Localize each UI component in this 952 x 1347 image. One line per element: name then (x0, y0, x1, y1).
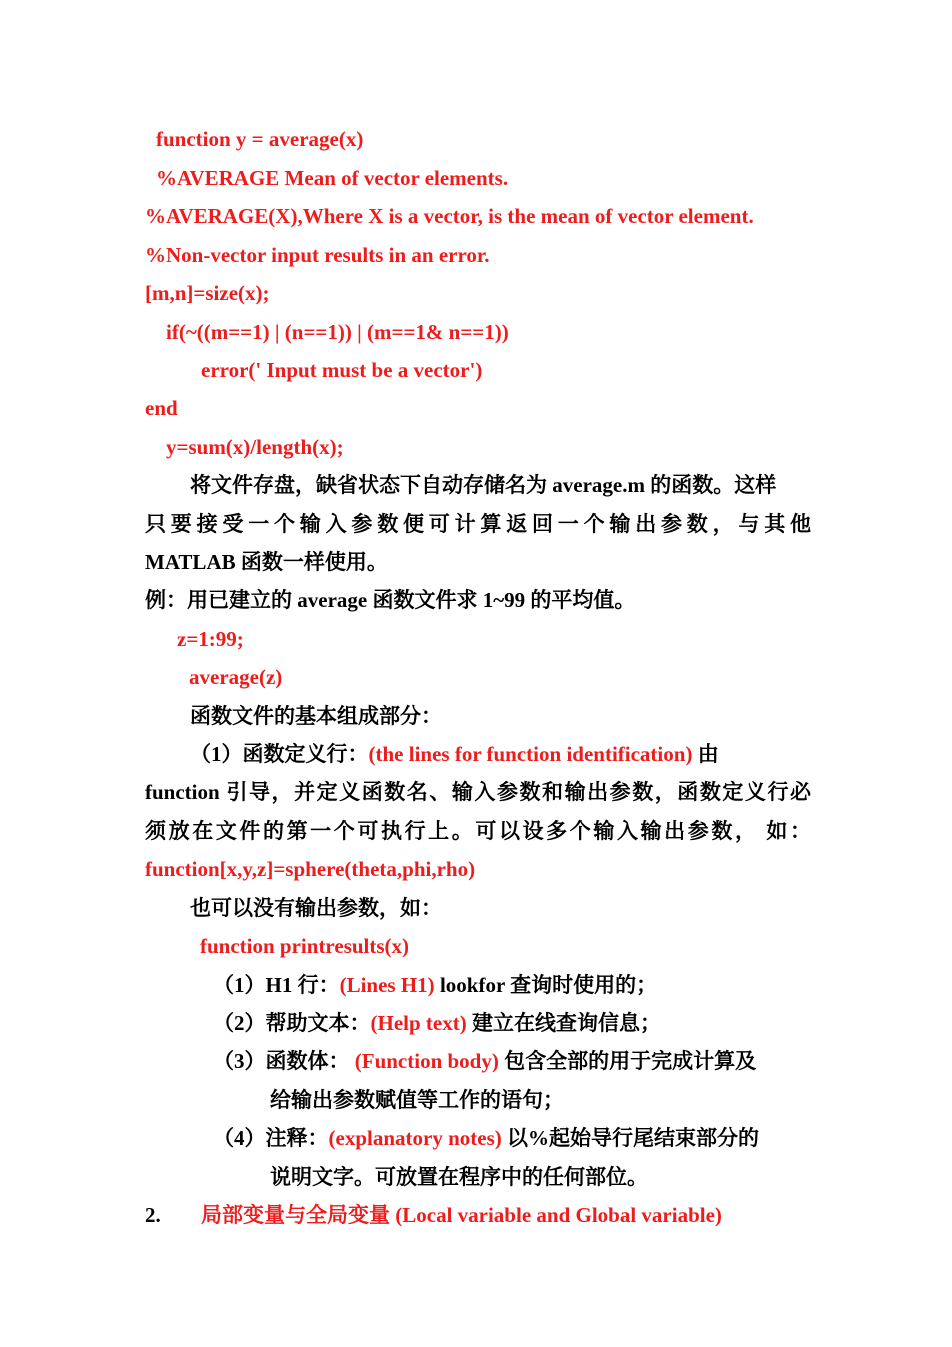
sub-item-1-prefix: （1）H1 行： (213, 973, 340, 997)
example-code-call: average(z) (189, 665, 283, 689)
section-2-number: 2. (145, 1203, 161, 1227)
code-line-comment-3: %Non-vector input results in an error. (145, 243, 490, 267)
section-2-title-cn: 局部变量与全局变量 (201, 1203, 396, 1227)
part-1-line-1 (190, 741, 719, 767)
paragraph-line-1: 将文件存盘，缺省状态下自动存储名为 average.m 的函数。这样 (190, 473, 777, 497)
example-code-z: z=1:99; (177, 627, 244, 651)
part-1-code: function[x,y,z]=sphere(theta,phi,rho) (145, 857, 476, 881)
section-2-title-en: (Local variable and Global variable) (395, 1203, 722, 1227)
code-line-size: [m,n]=size(x); (145, 281, 270, 305)
parts-intro: 函数文件的基本组成部分： (190, 704, 442, 728)
sub-item-3-line-2: 给输出参数赋值等工作的语句； (270, 1088, 564, 1112)
code-line-sum: y=sum(x)/length(x); (166, 435, 344, 459)
code-line-function-def: function y = average(x) (156, 127, 364, 151)
sub-item-1-suffix: lookfor 查询时使用的； (434, 973, 658, 997)
no-output-code: function printresults(x) (200, 934, 410, 958)
part-1-line-3: 须放在文件的第一个可执行上。可以设多个输入输出参数， 如： (145, 819, 811, 843)
sub-item-3-suffix: 包含全部的用于完成计算及 (498, 1049, 757, 1073)
sub-item-3 (213, 1048, 756, 1074)
sub-item-2-suffix: 建立在线查询信息； (466, 1011, 661, 1035)
sub-item-4 (213, 1125, 759, 1151)
part-1-english: (the lines for function identification) (368, 742, 693, 766)
sub-item-2 (213, 1010, 661, 1036)
sub-item-4-line-2: 说明文字。可放置在程序中的任何部位。 (270, 1165, 648, 1189)
sub-item-3-english: (Function body) (354, 1049, 499, 1073)
part-1-line-2: function 引导，并定义函数名、输入参数和输出参数，函数定义行必 (145, 780, 811, 804)
sub-item-2-english: (Help text) (370, 1011, 467, 1035)
sub-item-1-english: (Lines H1) (339, 973, 435, 997)
sub-item-4-prefix: （4）注释： (213, 1126, 329, 1150)
no-output-text: 也可以没有输出参数，如： (190, 896, 442, 920)
example-label: 例：用已建立的 average 函数文件求 1~99 的平均值。 (145, 588, 636, 612)
sub-item-4-english: (explanatory notes) (328, 1126, 502, 1150)
code-line-comment-2: %AVERAGE(X),Where X is a vector, is the mean of vector element. (145, 204, 754, 228)
code-line-if: if(~((m==1) | (n==1)) | (m==1& n==1)) (166, 320, 509, 344)
code-line-comment-1: %AVERAGE Mean of vector elements. (156, 166, 509, 190)
sub-item-2-prefix: （2）帮助文本： (213, 1011, 371, 1035)
paragraph-line-2: 只要接受一个输入参数便可计算返回一个输出参数，与其他 (145, 512, 811, 536)
code-line-end: end (145, 396, 178, 420)
part-1-prefix: （1）函数定义行： (190, 742, 369, 766)
code-line-error: error(' Input must be a vector') (201, 358, 483, 382)
sub-item-4-suffix: 以%起始导行尾结束部分的 (501, 1126, 759, 1150)
part-1-suffix: 由 (692, 742, 719, 766)
section-2-title (201, 1202, 722, 1228)
sub-item-1 (213, 972, 657, 998)
sub-item-3-prefix: （3）函数体： (213, 1049, 355, 1073)
paragraph-line-3: MATLAB 函数一样使用。 (145, 550, 388, 574)
